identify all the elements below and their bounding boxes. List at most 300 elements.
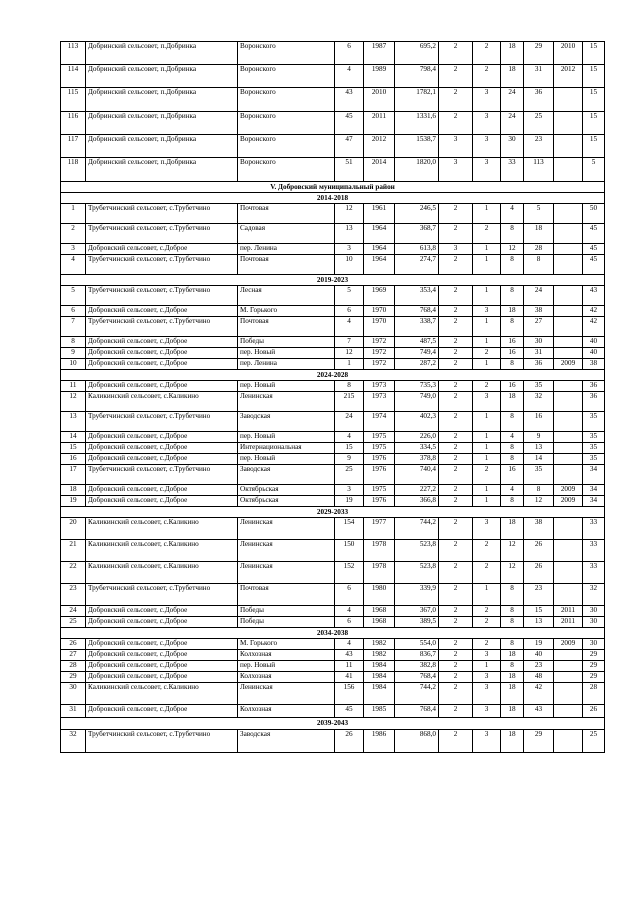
cell-house-number: 12 — [335, 204, 364, 224]
cell-apartments: 18 — [501, 518, 524, 540]
cell-last-repair: 2011 — [554, 617, 583, 628]
period-title: 2039-2043 — [61, 718, 605, 730]
cell-settlement: Добровский сельсовет, с.Доброе — [86, 381, 238, 392]
cell-year: 1989 — [364, 65, 395, 88]
cell-house-number: 4 — [335, 65, 364, 88]
cell-year: 2014 — [364, 158, 395, 182]
period-header-row — [61, 718, 605, 730]
cell-wear: 45 — [583, 224, 605, 244]
cell-last-repair — [554, 650, 583, 661]
table-row — [61, 224, 605, 244]
cell-wear: 36 — [583, 392, 605, 412]
cell-year: 1976 — [364, 496, 395, 507]
cell-residents: 12 — [524, 496, 554, 507]
cell-entrances: 1 — [473, 337, 501, 348]
cell-street: Колхозная — [238, 650, 335, 661]
cell-floors: 2 — [439, 224, 473, 244]
cell-house-number: 7 — [335, 337, 364, 348]
cell-settlement: Трубетчинский сельсовет, с.Трубетчино — [86, 730, 238, 753]
cell-entrances: 2 — [473, 381, 501, 392]
cell-entrances: 1 — [473, 454, 501, 465]
cell-year: 1968 — [364, 606, 395, 617]
table-row — [61, 650, 605, 661]
cell-house-number: 43 — [335, 88, 364, 112]
cell-house-number: 12 — [335, 348, 364, 359]
cell-street: пер. Ленина — [238, 359, 335, 370]
cell-house-number: 10 — [335, 255, 364, 275]
cell-apartments: 8 — [501, 255, 524, 275]
cell-floors: 2 — [439, 443, 473, 454]
cell-last-repair — [554, 112, 583, 135]
cell-residents: 36 — [524, 359, 554, 370]
cell-wear: 30 — [583, 606, 605, 617]
cell-apartments: 18 — [501, 65, 524, 88]
cell-floors: 2 — [439, 584, 473, 606]
cell-year: 1970 — [364, 306, 395, 317]
cell-year: 1978 — [364, 540, 395, 562]
cell-number: 118 — [61, 158, 86, 182]
cell-entrances: 1 — [473, 443, 501, 454]
cell-wear: 35 — [583, 412, 605, 432]
cell-street: Колхозная — [238, 705, 335, 718]
cell-entrances: 1 — [473, 204, 501, 224]
cell-last-repair — [554, 348, 583, 359]
cell-wear: 40 — [583, 348, 605, 359]
cell-house-number: 43 — [335, 650, 364, 661]
cell-area: 768,4 — [395, 306, 439, 317]
cell-street: М. Горького — [238, 306, 335, 317]
period-title: 2019-2023 — [61, 275, 605, 286]
cell-year: 1964 — [364, 244, 395, 255]
cell-street: пер. Новый — [238, 432, 335, 443]
cell-floors: 2 — [439, 348, 473, 359]
cell-wear: 33 — [583, 562, 605, 584]
cell-number: 32 — [61, 730, 86, 753]
cell-entrances: 2 — [473, 540, 501, 562]
cell-last-repair — [554, 730, 583, 753]
cell-wear: 29 — [583, 661, 605, 672]
cell-last-repair — [554, 255, 583, 275]
cell-house-number: 5 — [335, 286, 364, 306]
cell-floors: 3 — [439, 158, 473, 182]
cell-house-number: 6 — [335, 306, 364, 317]
cell-area: 735,3 — [395, 381, 439, 392]
cell-wear: 33 — [583, 540, 605, 562]
cell-last-repair: 2009 — [554, 639, 583, 650]
cell-last-repair — [554, 244, 583, 255]
cell-number: 5 — [61, 286, 86, 306]
table-row — [61, 88, 605, 112]
cell-residents: 28 — [524, 244, 554, 255]
cell-residents: 23 — [524, 135, 554, 158]
cell-number: 19 — [61, 496, 86, 507]
cell-residents: 9 — [524, 432, 554, 443]
cell-number: 21 — [61, 540, 86, 562]
cell-floors: 2 — [439, 730, 473, 753]
period-header-row — [61, 507, 605, 518]
cell-settlement: Каликинский сельсовет, с.Каликино — [86, 683, 238, 705]
cell-area: 1782,1 — [395, 88, 439, 112]
cell-wear: 34 — [583, 485, 605, 496]
cell-settlement: Трубетчинский сельсовет, с.Трубетчино — [86, 584, 238, 606]
cell-street: Колхозная — [238, 672, 335, 683]
cell-street: Ленинская — [238, 518, 335, 540]
cell-year: 1975 — [364, 485, 395, 496]
cell-area: 334,5 — [395, 443, 439, 454]
cell-last-repair — [554, 705, 583, 718]
cell-apartments: 8 — [501, 317, 524, 337]
cell-floors: 2 — [439, 204, 473, 224]
cell-entrances: 1 — [473, 432, 501, 443]
cell-floors: 2 — [439, 705, 473, 718]
table-row — [61, 255, 605, 275]
cell-street: Победы — [238, 606, 335, 617]
cell-last-repair — [554, 204, 583, 224]
cell-last-repair — [554, 454, 583, 465]
period-header-row — [61, 370, 605, 381]
cell-area: 368,7 — [395, 224, 439, 244]
cell-last-repair — [554, 518, 583, 540]
cell-street: Лесная — [238, 286, 335, 306]
cell-residents: 24 — [524, 286, 554, 306]
cell-apartments: 8 — [501, 359, 524, 370]
cell-floors: 2 — [439, 672, 473, 683]
cell-wear: 30 — [583, 639, 605, 650]
cell-wear: 35 — [583, 454, 605, 465]
cell-apartments: 8 — [501, 412, 524, 432]
cell-area: 554,0 — [395, 639, 439, 650]
cell-apartments: 8 — [501, 454, 524, 465]
cell-area: 339,9 — [395, 584, 439, 606]
cell-wear: 42 — [583, 317, 605, 337]
cell-residents: 35 — [524, 465, 554, 485]
cell-settlement: Добровский сельсовет, с.Доброе — [86, 672, 238, 683]
cell-settlement: Добровский сельсовет, с.Доброе — [86, 661, 238, 672]
cell-entrances: 2 — [473, 639, 501, 650]
cell-house-number: 3 — [335, 244, 364, 255]
cell-house-number: 11 — [335, 661, 364, 672]
cell-floors: 2 — [439, 683, 473, 705]
table-row — [61, 485, 605, 496]
cell-number: 15 — [61, 443, 86, 454]
cell-apartments: 4 — [501, 204, 524, 224]
cell-settlement: Добровский сельсовет, с.Доброе — [86, 650, 238, 661]
cell-floors: 2 — [439, 606, 473, 617]
cell-year: 1961 — [364, 204, 395, 224]
cell-wear: 29 — [583, 650, 605, 661]
cell-residents: 8 — [524, 485, 554, 496]
cell-area: 274,7 — [395, 255, 439, 275]
cell-apartments: 12 — [501, 562, 524, 584]
cell-year: 1964 — [364, 255, 395, 275]
cell-entrances: 2 — [473, 348, 501, 359]
cell-number: 27 — [61, 650, 86, 661]
cell-area: 382,8 — [395, 661, 439, 672]
cell-entrances: 2 — [473, 224, 501, 244]
table-row — [61, 317, 605, 337]
cell-settlement: Трубетчинский сельсовет, с.Трубетчино — [86, 317, 238, 337]
cell-wear: 43 — [583, 286, 605, 306]
cell-entrances: 3 — [473, 88, 501, 112]
cell-number: 117 — [61, 135, 86, 158]
cell-house-number: 4 — [335, 432, 364, 443]
cell-last-repair — [554, 317, 583, 337]
cell-year: 2010 — [364, 88, 395, 112]
cell-number: 30 — [61, 683, 86, 705]
cell-house-number: 152 — [335, 562, 364, 584]
table-row — [61, 496, 605, 507]
cell-year: 1984 — [364, 661, 395, 672]
cell-floors: 2 — [439, 465, 473, 485]
cell-area: 740,4 — [395, 465, 439, 485]
cell-last-repair — [554, 337, 583, 348]
cell-floors: 2 — [439, 412, 473, 432]
cell-settlement: Добровский сельсовет, с.Доброе — [86, 359, 238, 370]
cell-wear: 30 — [583, 617, 605, 628]
cell-area: 798,4 — [395, 65, 439, 88]
cell-floors: 2 — [439, 454, 473, 465]
cell-street: Садовая — [238, 224, 335, 244]
cell-entrances: 3 — [473, 135, 501, 158]
cell-wear: 32 — [583, 584, 605, 606]
cell-apartments: 8 — [501, 443, 524, 454]
table-row — [61, 412, 605, 432]
cell-entrances: 3 — [473, 158, 501, 182]
cell-apartments: 8 — [501, 584, 524, 606]
cell-wear: 40 — [583, 337, 605, 348]
cell-number: 6 — [61, 306, 86, 317]
cell-street: Ленинская — [238, 392, 335, 412]
table-row — [61, 112, 605, 135]
cell-number: 3 — [61, 244, 86, 255]
table-row — [61, 359, 605, 370]
cell-entrances: 1 — [473, 496, 501, 507]
cell-settlement: Добровский сельсовет, с.Доброе — [86, 306, 238, 317]
cell-settlement: Каликинский сельсовет, с.Каликино — [86, 562, 238, 584]
cell-apartments: 30 — [501, 135, 524, 158]
table-row — [61, 540, 605, 562]
cell-number: 1 — [61, 204, 86, 224]
cell-street: пер. Новый — [238, 454, 335, 465]
cell-street: Почтовая — [238, 204, 335, 224]
cell-street: Заводская — [238, 730, 335, 753]
cell-settlement: Трубетчинский сельсовет, с.Трубетчино — [86, 204, 238, 224]
cell-entrances: 2 — [473, 42, 501, 65]
cell-apartments: 18 — [501, 306, 524, 317]
cell-entrances: 1 — [473, 244, 501, 255]
cell-entrances: 3 — [473, 672, 501, 683]
cell-settlement: Трубетчинский сельсовет, с.Трубетчино — [86, 224, 238, 244]
housing-table — [60, 41, 605, 753]
cell-area: 749,4 — [395, 348, 439, 359]
cell-residents: 42 — [524, 683, 554, 705]
cell-floors: 2 — [439, 432, 473, 443]
cell-apartments: 18 — [501, 650, 524, 661]
cell-residents: 30 — [524, 337, 554, 348]
cell-house-number: 6 — [335, 42, 364, 65]
cell-house-number: 41 — [335, 672, 364, 683]
cell-street: Заводская — [238, 412, 335, 432]
cell-street: Заводская — [238, 465, 335, 485]
cell-wear: 38 — [583, 359, 605, 370]
cell-apartments: 12 — [501, 540, 524, 562]
cell-area: 227,2 — [395, 485, 439, 496]
table-row — [61, 705, 605, 718]
cell-year: 1970 — [364, 317, 395, 337]
cell-area: 836,7 — [395, 650, 439, 661]
cell-street: пер. Новый — [238, 348, 335, 359]
cell-apartments: 4 — [501, 485, 524, 496]
cell-settlement: Добринский сельсовет, п.Добринка — [86, 135, 238, 158]
table-row — [61, 454, 605, 465]
cell-area: 353,4 — [395, 286, 439, 306]
cell-floors: 2 — [439, 650, 473, 661]
cell-house-number: 154 — [335, 518, 364, 540]
table-row — [61, 672, 605, 683]
cell-wear: 5 — [583, 158, 605, 182]
cell-wear: 15 — [583, 65, 605, 88]
cell-apartments: 16 — [501, 348, 524, 359]
cell-residents: 5 — [524, 204, 554, 224]
period-header-row — [61, 628, 605, 639]
cell-house-number: 47 — [335, 135, 364, 158]
cell-number: 22 — [61, 562, 86, 584]
cell-number: 2 — [61, 224, 86, 244]
cell-entrances: 1 — [473, 286, 501, 306]
cell-settlement: Каликинский сельсовет, с.Каликино — [86, 518, 238, 540]
cell-settlement: Добровский сельсовет, с.Доброе — [86, 432, 238, 443]
cell-residents: 48 — [524, 672, 554, 683]
cell-floors: 2 — [439, 617, 473, 628]
cell-residents: 31 — [524, 65, 554, 88]
cell-floors: 2 — [439, 661, 473, 672]
cell-apartments: 16 — [501, 337, 524, 348]
cell-apartments: 18 — [501, 42, 524, 65]
cell-year: 1982 — [364, 639, 395, 650]
period-header-row — [61, 193, 605, 204]
cell-apartments: 8 — [501, 661, 524, 672]
cell-street: Почтовая — [238, 317, 335, 337]
table-row — [61, 639, 605, 650]
cell-area: 523,8 — [395, 562, 439, 584]
cell-house-number: 156 — [335, 683, 364, 705]
cell-residents: 8 — [524, 255, 554, 275]
cell-wear: 34 — [583, 465, 605, 485]
cell-house-number: 4 — [335, 639, 364, 650]
cell-apartments: 8 — [501, 496, 524, 507]
cell-entrances: 3 — [473, 683, 501, 705]
cell-wear: 45 — [583, 244, 605, 255]
cell-last-repair — [554, 432, 583, 443]
cell-apartments: 18 — [501, 392, 524, 412]
cell-area: 389,5 — [395, 617, 439, 628]
cell-street: пер. Ленина — [238, 244, 335, 255]
cell-street: М. Горького — [238, 639, 335, 650]
cell-entrances: 3 — [473, 306, 501, 317]
cell-apartments: 4 — [501, 432, 524, 443]
cell-settlement: Добровский сельсовет, с.Доброе — [86, 705, 238, 718]
cell-street: Победы — [238, 337, 335, 348]
cell-wear: 28 — [583, 683, 605, 705]
cell-street: Почтовая — [238, 584, 335, 606]
cell-wear: 35 — [583, 443, 605, 454]
cell-apartments: 8 — [501, 224, 524, 244]
cell-house-number: 4 — [335, 606, 364, 617]
period-title: 2034-2038 — [61, 628, 605, 639]
cell-house-number: 8 — [335, 381, 364, 392]
cell-residents: 23 — [524, 661, 554, 672]
cell-last-repair — [554, 412, 583, 432]
cell-street: Интернациональная — [238, 443, 335, 454]
cell-floors: 2 — [439, 359, 473, 370]
cell-apartments: 8 — [501, 617, 524, 628]
cell-area: 1538,7 — [395, 135, 439, 158]
cell-house-number: 150 — [335, 540, 364, 562]
cell-house-number: 15 — [335, 443, 364, 454]
cell-year: 1974 — [364, 412, 395, 432]
table-row — [61, 518, 605, 540]
cell-wear: 45 — [583, 255, 605, 275]
cell-last-repair — [554, 540, 583, 562]
cell-floors: 2 — [439, 562, 473, 584]
cell-last-repair — [554, 306, 583, 317]
cell-residents: 35 — [524, 381, 554, 392]
cell-entrances: 3 — [473, 112, 501, 135]
cell-settlement: Добровский сельсовет, с.Доброе — [86, 606, 238, 617]
cell-year: 1987 — [364, 42, 395, 65]
cell-settlement: Добринский сельсовет, п.Добринка — [86, 88, 238, 112]
table-row — [61, 562, 605, 584]
cell-entrances: 3 — [473, 392, 501, 412]
table-row — [61, 617, 605, 628]
cell-floors: 2 — [439, 496, 473, 507]
cell-year: 1964 — [364, 224, 395, 244]
cell-house-number: 45 — [335, 705, 364, 718]
cell-area: 226,0 — [395, 432, 439, 443]
cell-number: 28 — [61, 661, 86, 672]
cell-settlement: Добринский сельсовет, п.Добринка — [86, 112, 238, 135]
cell-street: Воронского — [238, 112, 335, 135]
cell-year: 1972 — [364, 337, 395, 348]
cell-settlement: Добровский сельсовет, с.Доброе — [86, 244, 238, 255]
cell-entrances: 3 — [473, 730, 501, 753]
cell-street: Воронского — [238, 65, 335, 88]
cell-year: 1972 — [364, 348, 395, 359]
cell-year: 1976 — [364, 454, 395, 465]
cell-year: 1982 — [364, 650, 395, 661]
cell-number: 7 — [61, 317, 86, 337]
table-row — [61, 465, 605, 485]
cell-residents: 36 — [524, 88, 554, 112]
cell-area: 695,2 — [395, 42, 439, 65]
cell-wear: 15 — [583, 88, 605, 112]
cell-residents: 13 — [524, 443, 554, 454]
cell-settlement: Добринский сельсовет, п.Добринка — [86, 65, 238, 88]
cell-apartments: 8 — [501, 286, 524, 306]
cell-entrances: 2 — [473, 465, 501, 485]
cell-year: 1984 — [364, 672, 395, 683]
cell-last-repair — [554, 562, 583, 584]
cell-wear: 25 — [583, 730, 605, 753]
cell-number: 16 — [61, 454, 86, 465]
cell-residents: 18 — [524, 224, 554, 244]
cell-apartments: 8 — [501, 639, 524, 650]
cell-apartments: 8 — [501, 606, 524, 617]
cell-number: 10 — [61, 359, 86, 370]
cell-settlement: Каликинский сельсовет, с.Каликино — [86, 540, 238, 562]
table-row — [61, 135, 605, 158]
cell-street: Ленинская — [238, 683, 335, 705]
